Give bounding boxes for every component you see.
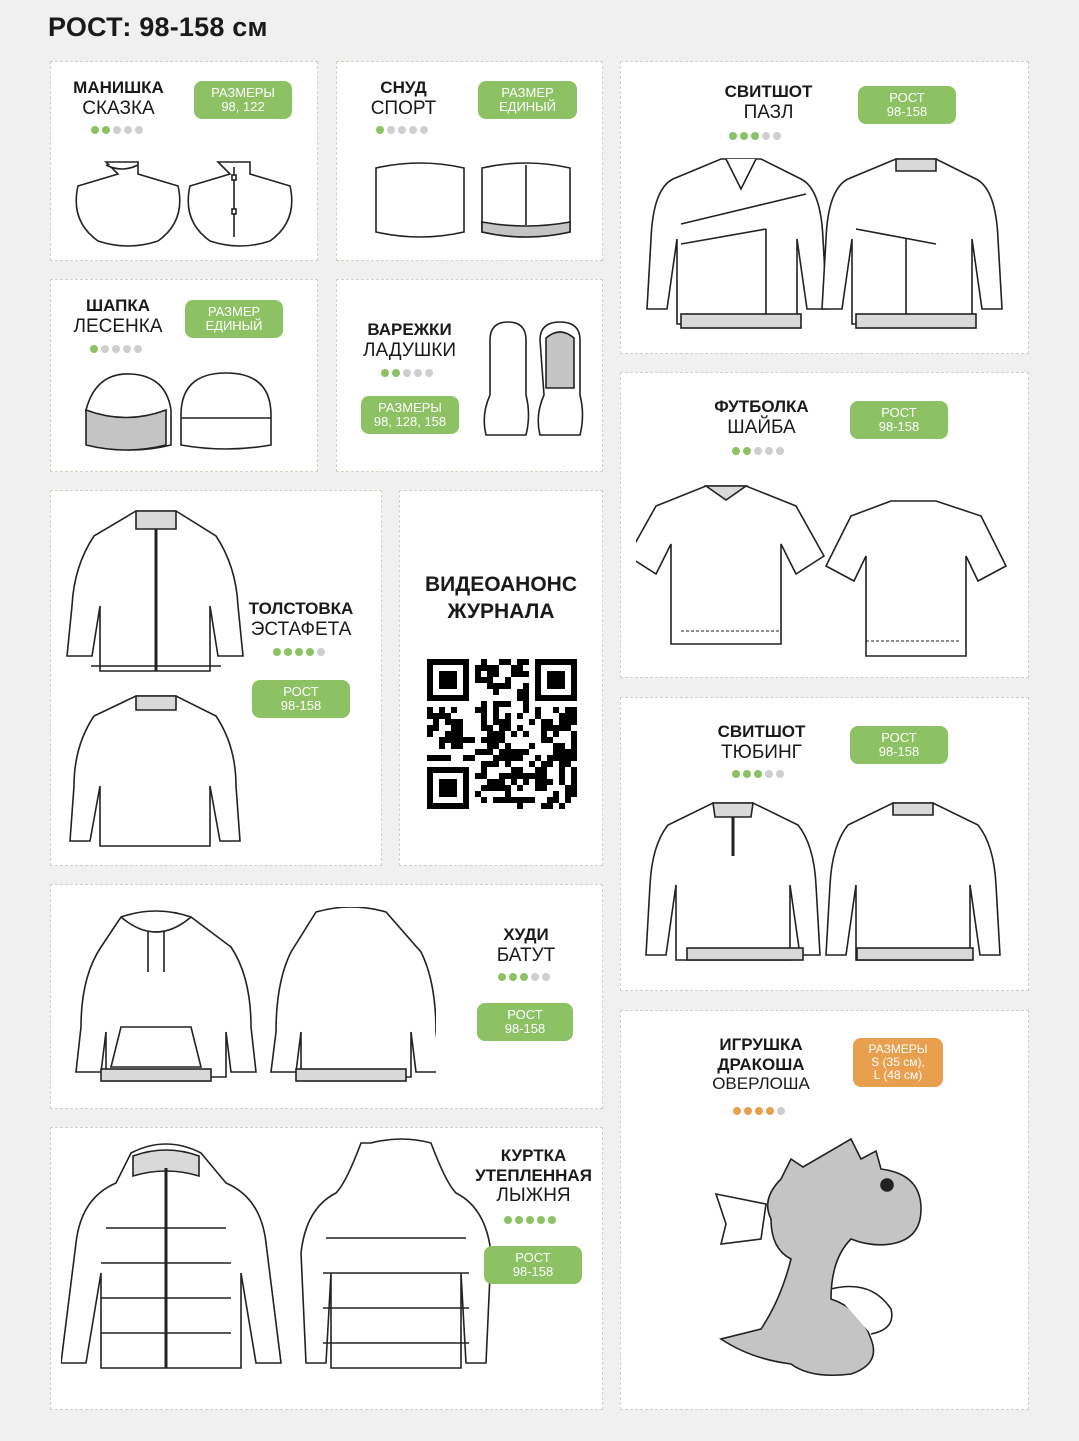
product-name xyxy=(471,1146,596,1207)
difficulty-dot-filled xyxy=(732,770,740,778)
card-manishka xyxy=(50,61,318,261)
size-badge xyxy=(361,396,459,434)
qr-code-icon[interactable] xyxy=(427,659,577,809)
badge-line: РОСТ xyxy=(881,730,917,745)
difficulty-dot-empty xyxy=(777,1107,785,1115)
difficulty-dot-empty xyxy=(420,126,428,134)
difficulty-dot-filled xyxy=(755,1107,763,1115)
difficulty-dot-filled xyxy=(90,345,98,353)
page-title: РОСТ: 98-158 см xyxy=(48,12,268,42)
badge-line: 98, 122 xyxy=(221,99,265,114)
size-badge xyxy=(858,86,956,124)
hat-sketch-icon xyxy=(76,370,286,456)
difficulty-dot-filled xyxy=(284,648,292,656)
difficulty-dot-filled xyxy=(729,132,737,140)
difficulty-dot-empty xyxy=(123,345,131,353)
product-type: ШАПКА xyxy=(85,296,150,315)
difficulty-dot-filled xyxy=(509,973,517,981)
difficulty-dot-filled xyxy=(537,1216,545,1224)
difficulty-dot-filled xyxy=(743,770,751,778)
product-type: ВАРЕЖКИ xyxy=(367,320,452,339)
sweatshirt-tubing-sketch-icon xyxy=(643,798,1013,973)
difficulty-dot-filled xyxy=(732,447,740,455)
difficulty-dot-filled xyxy=(392,369,400,377)
difficulty-dot-empty xyxy=(765,770,773,778)
difficulty-dots xyxy=(732,770,784,778)
badge-line: 98-158 xyxy=(504,1021,546,1036)
product-name xyxy=(61,78,176,119)
difficulty-dots xyxy=(376,126,428,134)
difficulty-dot-filled xyxy=(515,1216,523,1224)
difficulty-dot-filled xyxy=(766,1107,774,1115)
difficulty-dot-empty xyxy=(414,369,422,377)
difficulty-dot-empty xyxy=(425,369,433,377)
card-qr[interactable] xyxy=(399,490,603,866)
card-sweatshirt-pazl xyxy=(620,61,1029,354)
card-hat xyxy=(50,279,318,472)
badge-line: 98, 128, 158 xyxy=(373,414,447,429)
badge-line: 98-158 xyxy=(280,698,322,713)
product-type: МАНИШКА xyxy=(73,78,164,97)
difficulty-dots xyxy=(729,132,781,140)
difficulty-dot-empty xyxy=(134,345,142,353)
badge-line: РАЗМЕР xyxy=(501,85,554,100)
product-name xyxy=(241,599,361,640)
difficulty-dots xyxy=(732,447,784,455)
qr-title-line: ЖУРНАЛА xyxy=(447,600,555,623)
difficulty-dot-filled xyxy=(498,973,506,981)
difficulty-dot-empty xyxy=(403,369,411,377)
difficulty-dot-empty xyxy=(754,447,762,455)
badge-line: РАЗМЕРЫ xyxy=(378,400,442,415)
product-type: ТОЛСТОВКА xyxy=(248,599,354,618)
difficulty-dot-filled xyxy=(381,369,389,377)
badge-line: 98-158 xyxy=(878,419,920,434)
product-model: ЛАДУШКИ xyxy=(362,339,457,361)
card-toy xyxy=(620,1010,1029,1410)
product-model: ОВЕРЛОША xyxy=(712,1074,810,1094)
product-model: ПАЗЛ xyxy=(743,101,794,123)
difficulty-dot-filled xyxy=(754,770,762,778)
size-badge xyxy=(850,401,948,439)
product-model: ЛЕСЕНКА xyxy=(73,315,163,337)
product-name xyxy=(63,296,173,337)
product-type: ФУТБОЛКА xyxy=(714,397,809,416)
puffer-jacket-sketch-icon xyxy=(61,1138,491,1400)
size-badge xyxy=(252,680,350,718)
badge-line: РАЗМЕР xyxy=(207,304,261,319)
badge-line: РАЗМЕРЫ xyxy=(211,85,275,100)
difficulty-dots xyxy=(504,1216,556,1224)
qr-title-line: ВИДЕОАНОНС xyxy=(424,573,578,596)
difficulty-dot-filled xyxy=(744,1107,752,1115)
size-badge xyxy=(850,726,948,764)
difficulty-dot-empty xyxy=(773,132,781,140)
product-type: КУРТКА xyxy=(500,1146,567,1165)
product-name xyxy=(706,82,831,123)
sweatshirt-pazl-sketch-icon xyxy=(646,154,1006,334)
product-type: ДРАКОША xyxy=(717,1054,805,1074)
mittens-sketch-icon xyxy=(482,320,592,438)
card-hoodie-batut xyxy=(50,884,603,1109)
card-snood xyxy=(336,61,603,261)
difficulty-dot-filled xyxy=(504,1216,512,1224)
difficulty-dot-filled xyxy=(751,132,759,140)
product-model: ЭСТАФЕТА xyxy=(250,618,352,640)
badge-line: РОСТ xyxy=(889,90,925,105)
difficulty-dot-empty xyxy=(101,345,109,353)
product-name xyxy=(471,925,581,966)
product-model: БАТУТ xyxy=(496,944,556,966)
difficulty-dot-empty xyxy=(135,126,143,134)
badge-line: 98-158 xyxy=(512,1264,554,1279)
difficulty-dot-empty xyxy=(776,770,784,778)
difficulty-dot-empty xyxy=(776,447,784,455)
size-badge xyxy=(853,1038,943,1087)
difficulty-dots xyxy=(733,1107,785,1115)
dragon-toy-icon xyxy=(701,1129,961,1394)
difficulty-dot-empty xyxy=(387,126,395,134)
size-badge xyxy=(478,81,577,119)
badge-line: 98-158 xyxy=(878,744,920,759)
product-name xyxy=(351,78,456,119)
product-type: УТЕПЛЕННАЯ xyxy=(475,1165,592,1185)
product-name xyxy=(699,397,824,438)
difficulty-dot-filled xyxy=(743,447,751,455)
product-model: СПОРТ xyxy=(370,97,437,119)
badge-line: ЕДИНЫЙ xyxy=(205,318,263,333)
card-mittens xyxy=(336,279,603,472)
difficulty-dot-empty xyxy=(113,126,121,134)
card-tshirt xyxy=(620,372,1029,678)
product-type: СВИТШОТ xyxy=(717,722,806,741)
difficulty-dots xyxy=(381,369,433,377)
badge-line: S (35 см), xyxy=(871,1055,925,1069)
card-sweatshirt-tubing xyxy=(620,697,1029,991)
size-badge xyxy=(185,300,283,338)
difficulty-dot-filled xyxy=(376,126,384,134)
size-badge xyxy=(484,1246,582,1284)
snood-sketch-icon xyxy=(372,160,572,242)
size-badge xyxy=(477,1003,573,1041)
difficulty-dots xyxy=(273,648,325,656)
difficulty-dot-filled xyxy=(273,648,281,656)
difficulty-dot-filled xyxy=(548,1216,556,1224)
product-name xyxy=(696,1035,826,1094)
difficulty-dot-filled xyxy=(740,132,748,140)
product-model: ЛЫЖНЯ xyxy=(496,1185,571,1207)
qr-title xyxy=(400,571,602,625)
difficulty-dot-empty xyxy=(765,447,773,455)
difficulty-dot-filled xyxy=(526,1216,534,1224)
product-type: СНУД xyxy=(380,78,427,97)
difficulty-dots xyxy=(91,126,143,134)
difficulty-dot-empty xyxy=(112,345,120,353)
badge-line: РОСТ xyxy=(507,1007,543,1022)
difficulty-dot-filled xyxy=(295,648,303,656)
difficulty-dot-filled xyxy=(102,126,110,134)
product-model: ТЮБИНГ xyxy=(721,741,802,763)
difficulty-dot-empty xyxy=(542,973,550,981)
hoodie-sketch-icon xyxy=(66,907,436,1097)
badge-line: 98-158 xyxy=(886,104,928,119)
badge-line: ЕДИНЫЙ xyxy=(498,99,557,114)
product-type: ИГРУШКА xyxy=(719,1035,803,1054)
badge-line: РОСТ xyxy=(283,684,319,699)
manishka-sketch-icon xyxy=(66,157,306,247)
product-model: СКАЗКА xyxy=(82,97,155,119)
product-type: СВИТШОТ xyxy=(724,82,813,101)
difficulty-dot-filled xyxy=(306,648,314,656)
difficulty-dot-filled xyxy=(733,1107,741,1115)
track-jacket-sketch-icon xyxy=(66,506,246,856)
product-name xyxy=(699,722,824,763)
difficulty-dot-empty xyxy=(317,648,325,656)
product-name xyxy=(347,320,472,361)
difficulty-dot-filled xyxy=(91,126,99,134)
difficulty-dot-empty xyxy=(409,126,417,134)
difficulty-dot-empty xyxy=(398,126,406,134)
difficulty-dot-filled xyxy=(520,973,528,981)
badge-line: РАЗМЕРЫ xyxy=(868,1042,928,1056)
difficulty-dot-empty xyxy=(762,132,770,140)
product-model: ШАЙБА xyxy=(727,416,796,438)
badge-line: РОСТ xyxy=(515,1250,551,1265)
difficulty-dot-empty xyxy=(531,973,539,981)
card-hoodie-estafeta xyxy=(50,490,382,866)
difficulty-dots xyxy=(498,973,550,981)
difficulty-dot-empty xyxy=(124,126,132,134)
card-jacket xyxy=(50,1127,603,1410)
size-badge xyxy=(194,81,292,119)
tshirt-sketch-icon xyxy=(636,481,1011,661)
badge-line: РОСТ xyxy=(881,405,917,420)
difficulty-dots xyxy=(90,345,142,353)
badge-line: L (48 см) xyxy=(873,1068,923,1082)
product-type: ХУДИ xyxy=(503,925,549,944)
